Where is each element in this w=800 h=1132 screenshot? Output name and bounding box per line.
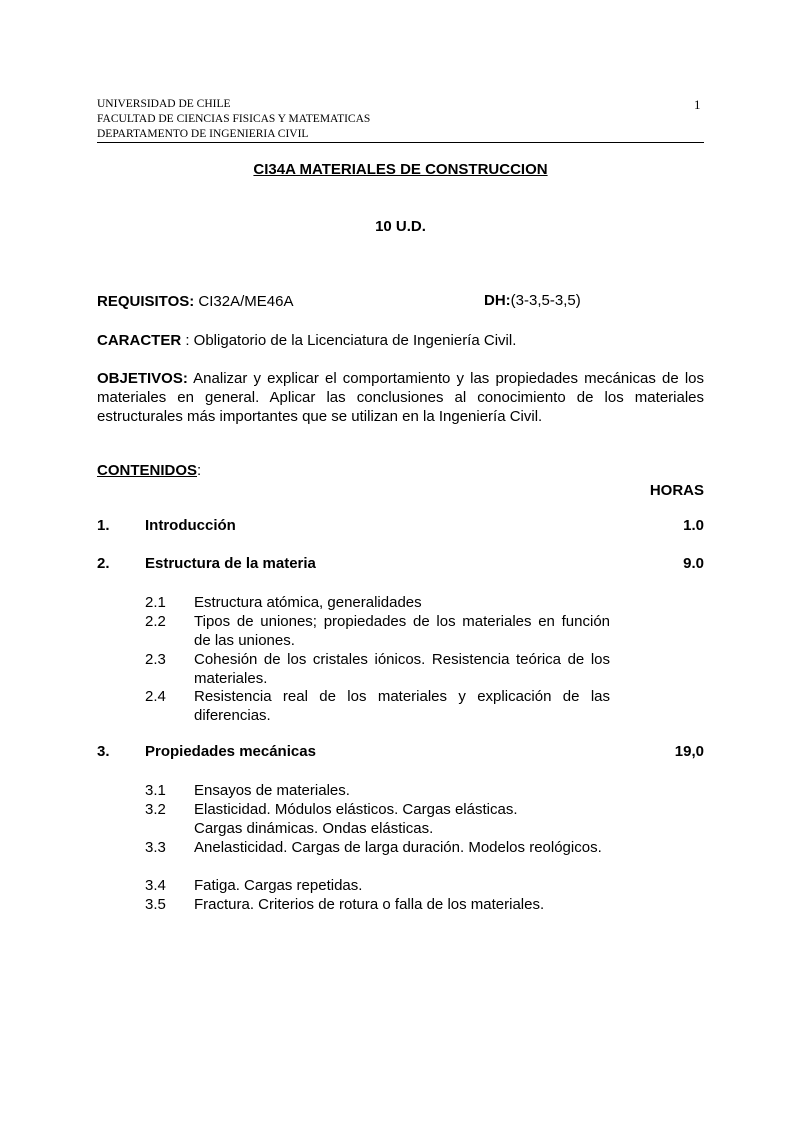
subsection-text: Resistencia real de los materiales y explicación de las diferencias. [194, 688, 610, 724]
subsection-number: 2.1 [145, 594, 166, 611]
subsection-number: 3.1 [145, 782, 166, 799]
section-title: Introducción [145, 517, 236, 534]
subsection-text: Elasticidad. Módulos elásticos. Cargas elásticas. Cargas dinámicas. Ondas elásticas. [194, 801, 518, 837]
header-university: UNIVERSIDAD DE CHILE [97, 98, 231, 110]
subsection-number: 2.4 [145, 688, 166, 705]
section-title: Estructura de la materia [145, 555, 316, 572]
caracter-line [97, 331, 704, 350]
section-hours: 19,0 [674, 743, 704, 760]
course-units: 10 U.D. [375, 218, 426, 235]
subsection-number: 3.4 [145, 877, 166, 894]
dh-value: (3-3,5-3,5) [510, 292, 581, 309]
subsection-number: 3.5 [145, 896, 166, 913]
section-row [97, 517, 704, 536]
section-number: 2. [97, 555, 110, 572]
requisitos-value: CI32A/ME46A [194, 293, 294, 310]
caracter-value: : Obligatorio de la Licenciatura de Ingeniería Civil. [181, 332, 517, 349]
subsection-text: Cohesión de los cristales iónicos. Resistencia teórica de los materiales. [194, 651, 610, 687]
section-hours: 1.0 [683, 517, 704, 534]
subsection-text: Tipos de uniones; propiedades de los materiales en función de las uniones. [194, 613, 610, 649]
subsection-number: 2.3 [145, 651, 166, 668]
objetivos-label: OBJETIVOS: [97, 370, 188, 387]
section-row [97, 555, 704, 574]
section-number: 1. [97, 517, 110, 534]
subsection-text: Fatiga. Cargas repetidas. [194, 877, 363, 894]
hours-column-header: HORAS [649, 482, 704, 499]
header-faculty: FACULTAD DE CIENCIAS FISICAS Y MATEMATICAS [97, 113, 371, 125]
requisitos-line [97, 292, 704, 311]
document-header [97, 97, 704, 143]
caracter-label: CARACTER [97, 332, 182, 349]
section-hours: 9.0 [683, 555, 704, 572]
objetivos-text: Analizar y explicar el comportamiento y las propiedades mecánicas de los materiales en general. Aplicar las conclusiones al conocimiento de los materiales estructurales más importantes que se utilizan en la Ingeniería Civil. [97, 370, 704, 425]
header-department: DEPARTAMENTO DE INGENIERIA CIVIL [97, 127, 704, 143]
subsection-text: Anelasticidad. Cargas de larga duración. Modelos reológicos. [194, 839, 602, 856]
objetivos-paragraph [97, 369, 704, 426]
contenidos-heading: CONTENIDOS: [97, 462, 202, 479]
requisitos-label: REQUISITOS: [97, 293, 195, 310]
subsection-number: 2.2 [145, 613, 166, 630]
section-number: 3. [97, 743, 110, 760]
subsection-number: 3.2 [145, 801, 166, 818]
subsection-number: 3.3 [145, 839, 166, 856]
page-number: 1 [694, 97, 701, 112]
section-row [97, 743, 704, 762]
dh-line [484, 292, 581, 309]
dh-label: DH: [484, 292, 511, 309]
section-title: Propiedades mecánicas [145, 743, 316, 760]
subsection-text: Estructura atómica, generalidades [194, 594, 422, 611]
subsection-text: Ensayos de materiales. [194, 782, 350, 799]
course-title: CI34A MATERIALES DE CONSTRUCCION [253, 161, 548, 178]
subsection-text: Fractura. Criterios de rotura o falla de los materiales. [194, 896, 545, 913]
